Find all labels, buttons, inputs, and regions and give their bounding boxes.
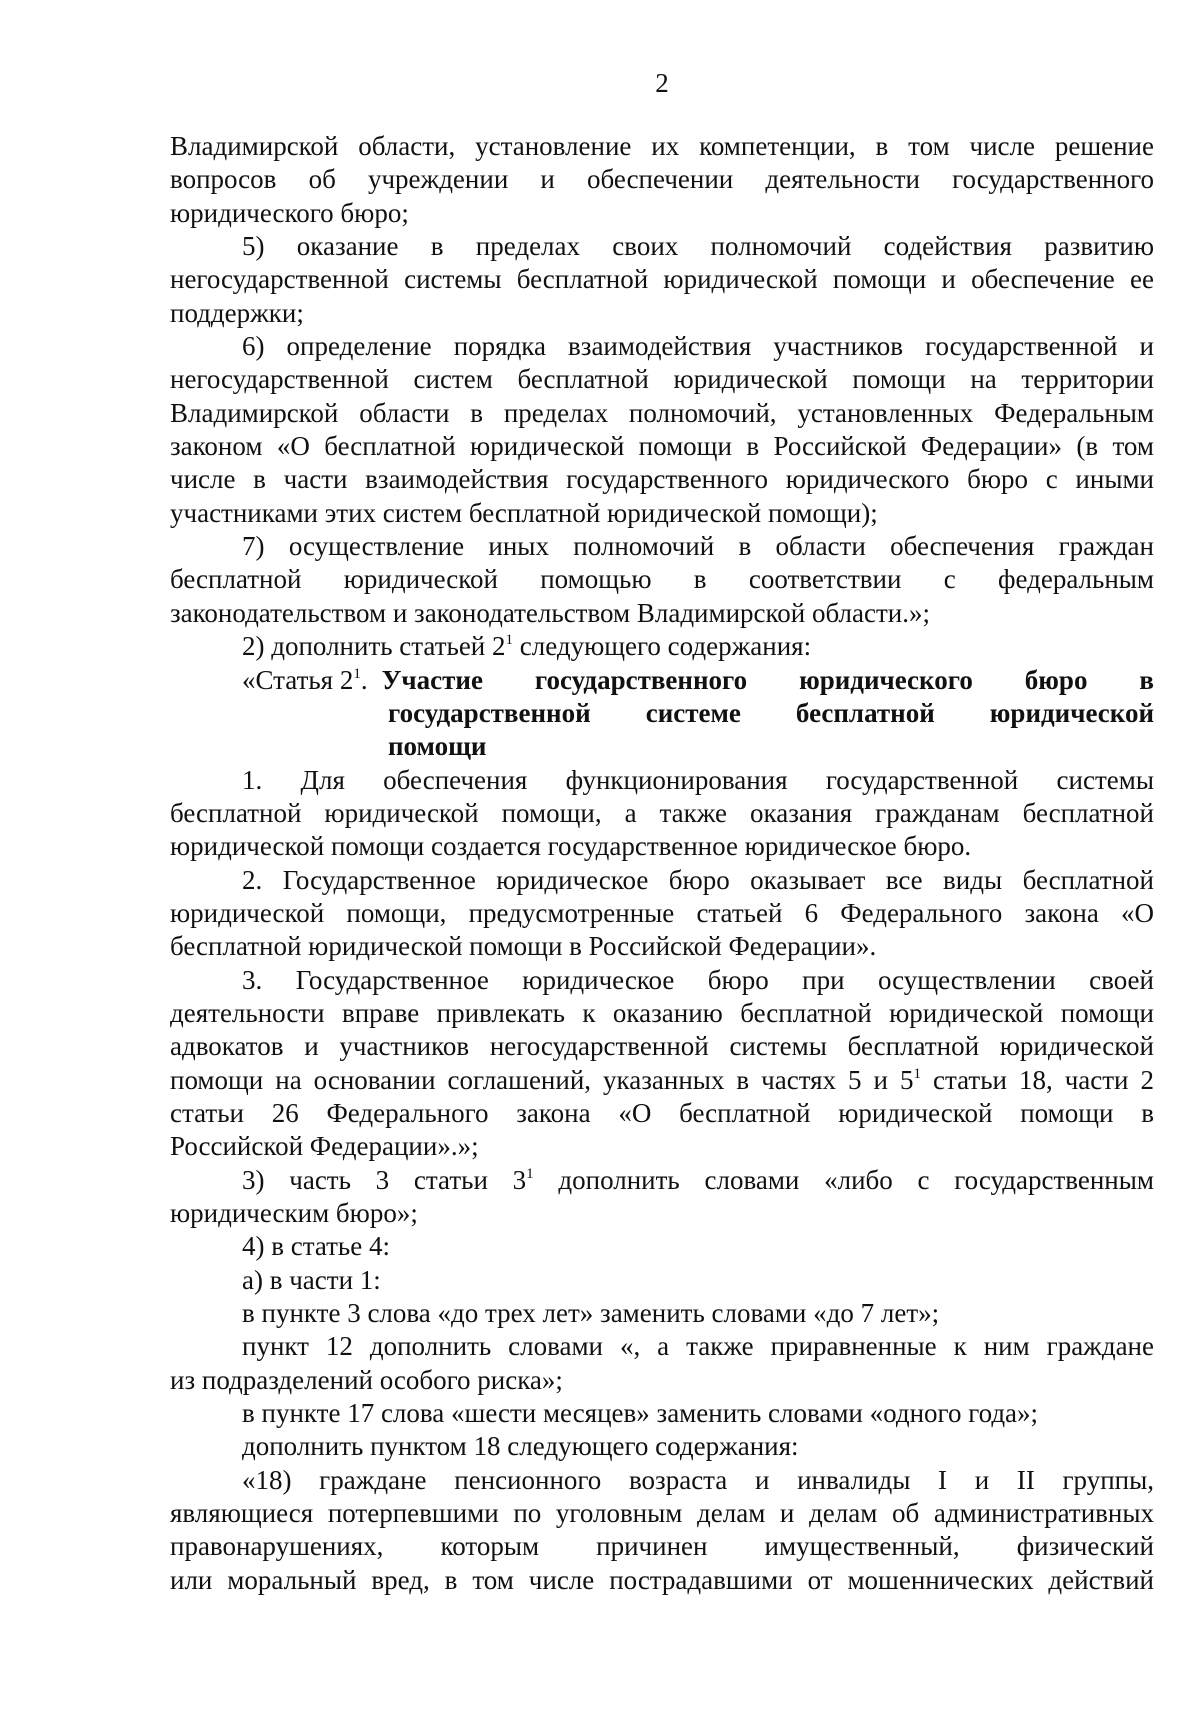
text-line [170, 1164, 1154, 1197]
text-fragment: дополнить словами «либо с государственным [533, 1164, 1154, 1195]
text-line: негосударственной системы бесплатной юридической помощи и обеспечение ее [170, 264, 1154, 295]
text-line: пункт 12 дополнить словами «, а также приравненные к ним граждане [242, 1331, 1154, 1362]
superscript: 1 [505, 631, 514, 648]
text-line: 6) определение порядка взаимодействия участников государственной и [242, 331, 1154, 362]
text-line: законодательством и законодательством Владимирской области.»; [170, 597, 930, 628]
text-line: Владимирской области, установление их компетенции, в том числе решение [170, 131, 1154, 161]
superscript: 1 [913, 1065, 921, 1082]
superscript: 1 [353, 665, 361, 682]
text-line: участниками этих систем бесплатной юридической помощи); [170, 497, 878, 528]
text-line: бесплатной юридической помощи в Российской Федерации». [170, 931, 877, 962]
text-line: являющиеся потерпевшими по уголовным делам и делам об административных [170, 1498, 1154, 1529]
text-fragment: 3) часть 3 статьи 3 [242, 1164, 527, 1195]
page-number: 2 [655, 68, 669, 98]
text-line: из подразделений особого риска»; [170, 1364, 563, 1395]
text-fragment: статьи 18, части 2 [921, 1064, 1154, 1095]
text-fragment: 2) дополнить статьей 2 [242, 631, 506, 662]
text-line: юридическим бюро»; [170, 1198, 418, 1228]
document-body [170, 130, 1154, 1597]
text-line [170, 1064, 1154, 1097]
text-line: 4) в статье 4: [242, 1231, 390, 1262]
text-line: в пункте 17 слова «шести месяцев» заменить словами «одного года»; [242, 1398, 1039, 1429]
text-line: или моральный вред, в том числе пострадавшими от мошеннических действий [170, 1564, 1154, 1595]
text-line: в пункте 3 слова «до трех лет» заменить словами «до 7 лет»; [242, 1298, 940, 1329]
text-line: вопросов об учреждении и обеспечении деятельности государственного [170, 164, 1154, 195]
text-line: адвокатов и участников негосударственной системы бесплатной юридической [170, 1031, 1154, 1062]
text-fragment: помощи на основании соглашений, указанных в частях 5 и 5 [170, 1064, 914, 1095]
text-line: 5) оказание в пределах своих полномочий содействия развитию [242, 231, 1154, 262]
text-line: бесплатной юридической помощи, а также оказания гражданам бесплатной [170, 797, 1154, 828]
text-line: числе в части взаимодействия государственного юридического бюро с иными [170, 464, 1154, 495]
text-line: бесплатной юридической помощью в соответствии с федеральным [170, 564, 1154, 595]
text-line: юридической помощи создается государственное юридическое бюро. [170, 831, 972, 862]
article-heading-title: Участие государственного юридического бюро в [381, 664, 1154, 695]
text-line [170, 630, 1154, 663]
article-heading-lead [242, 664, 368, 697]
text-line: 2. Государственное юридическое бюро оказывает все виды бесплатной [242, 864, 1154, 895]
text-line: юридической помощи, предусмотренные статьей 6 Федерального закона «О [170, 897, 1154, 928]
text-line: 1. Для обеспечения функционирования государственной системы [242, 764, 1154, 795]
article-heading-line [170, 664, 1154, 697]
text-line: дополнить пунктом 18 следующего содержания: [242, 1431, 799, 1462]
text-line: статьи 26 Федерального закона «О бесплатной юридической помощи в [170, 1097, 1154, 1128]
article-heading-title: помощи [388, 731, 487, 762]
superscript: 1 [526, 1165, 534, 1182]
text-line: 7) осуществление иных полномочий в области обеспечения граждан [242, 531, 1154, 562]
text-line: Владимирской области в пределах полномочий, установленных Федеральным [170, 397, 1154, 428]
text-line: Российской Федерации».»; [170, 1131, 479, 1162]
article-heading-title: государственной системе бесплатной юридической [388, 697, 1154, 728]
text-line: деятельности вправе привлекать к оказанию бесплатной юридической помощи [170, 997, 1154, 1028]
text-line: «18) граждане пенсионного возраста и инвалиды I и II группы, [242, 1464, 1154, 1495]
text-fragment: следующего содержания: [513, 631, 812, 662]
text-line: негосударственной систем бесплатной юридической помощи на территории [170, 364, 1154, 395]
text-fragment: . [360, 664, 368, 695]
text-line: правонарушениях, которым причинен имущественный, физический [170, 1531, 1154, 1562]
text-fragment: «Статья 2 [242, 664, 354, 695]
text-line: 3. Государственное юридическое бюро при осуществлении своей [242, 964, 1154, 995]
text-line: а) в части 1: [242, 1264, 381, 1295]
text-line: юридического бюро; [170, 197, 409, 228]
text-line: законом «О бесплатной юридической помощи в Российской Федерации» (в том [170, 431, 1154, 462]
text-line: поддержки; [170, 297, 304, 328]
